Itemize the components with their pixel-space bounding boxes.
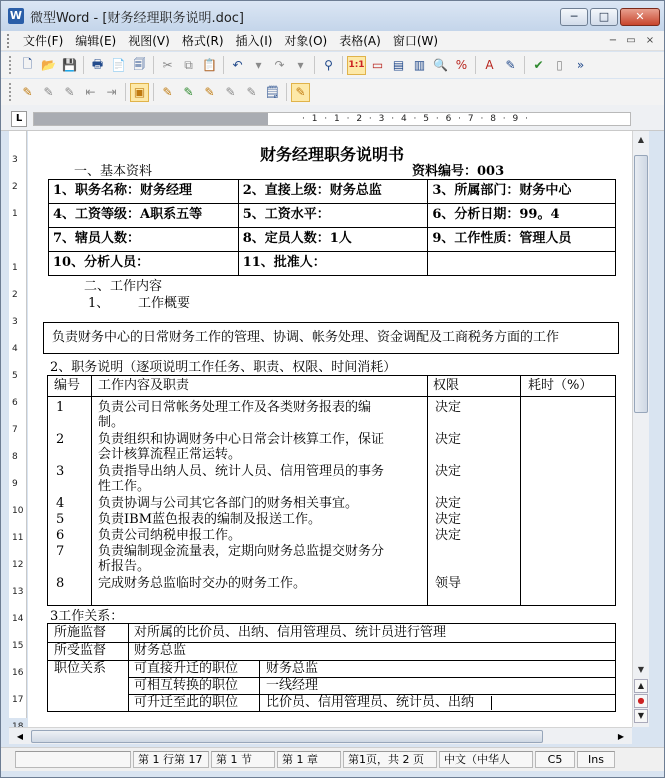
duty-number: 4 xyxy=(56,496,65,511)
relations-transfer-value: 一线经理 xyxy=(266,678,319,693)
zoom-percent-icon[interactable]: % xyxy=(455,58,468,72)
duty-number: 5 xyxy=(56,512,65,527)
duty-number: 8 xyxy=(56,576,65,591)
duty-authority: 决定 xyxy=(435,512,462,527)
status-column: C5 xyxy=(535,751,575,768)
relations-supervised-value: 财务总监 xyxy=(134,643,187,658)
doc-title: 财务经理职务说明书 xyxy=(260,145,405,164)
duty-description: 负责公司纳税申报工作。 xyxy=(98,528,242,543)
relations-position-label: 职位关系 xyxy=(54,661,107,676)
cut-icon[interactable]: ✂ xyxy=(162,58,173,72)
duties-table xyxy=(47,375,616,606)
status-language[interactable]: 中文（中华人 xyxy=(439,751,533,768)
duties-header-divider xyxy=(48,396,615,397)
status-blank xyxy=(15,751,131,768)
duties-col-divider xyxy=(91,376,92,605)
menu-format[interactable]: 格式(R) xyxy=(181,33,224,48)
standard-toolbar xyxy=(1,52,664,78)
browse-object-icon[interactable]: ● xyxy=(634,694,648,708)
vertical-ruler-number: 6 xyxy=(12,398,18,408)
previous-page-icon[interactable]: ▲ xyxy=(634,679,648,693)
pdf-export-icon[interactable]: 📄 xyxy=(111,58,126,72)
horizontal-ruler[interactable] xyxy=(1,105,664,131)
duties-col-divider xyxy=(427,376,428,605)
undo-dropdown-icon[interactable]: ▾ xyxy=(255,58,262,72)
next-page-icon[interactable]: ▼ xyxy=(634,709,648,723)
word-count-icon[interactable]: ▯ xyxy=(556,58,563,72)
new-document-icon[interactable]: 🗋 xyxy=(22,56,33,71)
basic-info-cell: 8、定员人数：1人 xyxy=(238,228,428,252)
doc-minimize-button[interactable]: − xyxy=(608,35,618,46)
toolbar-separator xyxy=(223,56,224,74)
print-preview-icon[interactable]: 🗐 xyxy=(133,56,146,71)
menu-object[interactable]: 对象(O) xyxy=(284,33,328,48)
save-icon[interactable]: 💾 xyxy=(62,58,77,72)
track-changes-icon[interactable]: ✎ xyxy=(22,85,33,99)
vertical-ruler[interactable] xyxy=(9,131,27,718)
toolbar-separator xyxy=(286,83,287,101)
relations-col-divider xyxy=(128,624,129,711)
status-section: 第 1 节 xyxy=(211,751,275,768)
open-folder-icon[interactable]: 📂 xyxy=(41,58,56,72)
toolbar-separator xyxy=(125,83,126,101)
vertical-ruler-number: 8 xyxy=(12,452,18,462)
toolbar-separator xyxy=(524,56,525,74)
paste-icon[interactable]: 📋 xyxy=(202,58,217,72)
duty-number: 2 xyxy=(56,432,65,447)
status-page: 第1页，共 2 页 xyxy=(343,751,437,768)
vertical-ruler-number: 3 xyxy=(12,317,18,327)
vertical-ruler-number: 4 xyxy=(12,344,18,354)
duty-description: 会计核算流程正常运转。 xyxy=(98,447,242,462)
duty-description: 负责组织和协调财务中心日常会计核算工作，保证 xyxy=(98,432,385,447)
vertical-ruler-number: 15 xyxy=(12,641,24,651)
status-insert-mode[interactable]: Ins xyxy=(577,751,615,768)
relations-promote-to-value: 财务总监 xyxy=(266,661,319,676)
vertical-ruler-number: 5 xyxy=(12,371,18,381)
vertical-ruler-number: 2 xyxy=(12,182,18,192)
duty-number: 1 xyxy=(56,400,65,415)
review-toolbar xyxy=(1,79,664,105)
previous-change-icon[interactable]: ⇤ xyxy=(85,85,96,99)
vertical-ruler-number: 12 xyxy=(12,560,24,570)
highlight-pen-icon[interactable]: ✎ xyxy=(204,85,215,99)
doc-restore-button[interactable]: ▭ xyxy=(626,35,636,46)
document-protect-icon[interactable]: ✎ xyxy=(291,83,310,102)
subsection-number: 1、 xyxy=(88,296,110,311)
status-bar xyxy=(1,747,664,771)
duty-authority: 领导 xyxy=(435,576,462,591)
vertical-ruler-number: 1 xyxy=(12,263,18,273)
duty-description: 负责编制现金流量表，定期向财务总监提交财务分 xyxy=(98,544,385,559)
toolbar-separator xyxy=(153,56,154,74)
maximize-button[interactable]: □ xyxy=(590,8,618,26)
basic-info-row xyxy=(49,204,616,228)
toolbar-more-icon[interactable]: » xyxy=(576,58,585,72)
duty-description: 负责IBM蓝色报表的编制及报送工作。 xyxy=(98,512,321,527)
relations-supervises-label: 所施监督 xyxy=(54,625,107,640)
scroll-down-arrow-icon[interactable]: ▼ xyxy=(637,665,645,674)
document-page[interactable] xyxy=(28,131,632,727)
relations-promote-from-value: 比价员、信用管理员、统计员、出纳 xyxy=(266,695,475,710)
doc-close-button[interactable]: × xyxy=(645,35,655,46)
vertical-scroll-thumb[interactable] xyxy=(634,155,648,413)
undo-icon[interactable]: ↶ xyxy=(232,58,243,72)
close-button[interactable]: ✕ xyxy=(620,8,660,26)
menu-file[interactable]: 文件(F) xyxy=(23,33,64,48)
scroll-right-arrow-icon[interactable]: ▶ xyxy=(617,732,625,741)
vertical-ruler-number: 2 xyxy=(12,290,18,300)
toolbar-separator xyxy=(83,56,84,74)
tab-stop-selector[interactable]: L xyxy=(11,111,27,127)
relations-supervises-value: 对所属的比价员、出纳、信用管理员、统计员进行管理 xyxy=(134,625,447,640)
document-body[interactable] xyxy=(28,131,632,727)
redo-icon[interactable]: ↷ xyxy=(274,58,285,72)
duty-number: 3 xyxy=(56,464,65,479)
one-to-one-view-icon[interactable]: 1:1 xyxy=(347,56,366,75)
toolbar-separator xyxy=(314,56,315,74)
toolbar-separator xyxy=(342,56,343,74)
vertical-ruler-number: 13 xyxy=(12,587,24,597)
relations-transfer-label: 可相互转换的职位 xyxy=(134,678,239,693)
basic-info-cell: 2、直接上级：财务总监 xyxy=(238,180,428,204)
vertical-ruler-number: 11 xyxy=(12,533,24,543)
zoom-icon[interactable]: 🔍 xyxy=(433,58,448,72)
toolbar-separator xyxy=(475,56,476,74)
duty-description: 完成财务总监临时交办的财务工作。 xyxy=(98,576,307,591)
duty-number: 7 xyxy=(56,544,65,559)
next-change-icon[interactable]: ⇥ xyxy=(106,85,117,99)
vertical-ruler-number: 1 xyxy=(12,209,18,219)
relations-promote-to-label: 可直接升迁的职位 xyxy=(134,661,239,676)
basic-info-table xyxy=(48,179,616,276)
doc-number: 资料编号：003 xyxy=(412,164,505,179)
vertical-ruler-number: 17 xyxy=(12,695,24,705)
menu-view[interactable]: 视图(V) xyxy=(128,33,170,48)
vertical-scrollbar[interactable] xyxy=(632,131,649,727)
format-painter-icon[interactable]: ✎ xyxy=(505,58,516,72)
summary-box xyxy=(43,322,619,354)
minimize-button[interactable]: ─ xyxy=(560,8,588,26)
duty-authority: 决定 xyxy=(435,432,462,447)
basic-info-row xyxy=(49,180,616,204)
basic-info-row xyxy=(49,252,616,276)
section-basic-info: 一、基本资料 xyxy=(74,164,153,179)
ruler-margin-left xyxy=(34,113,268,125)
show-markup-icon[interactable]: ▣ xyxy=(130,83,149,102)
redo-dropdown-icon[interactable]: ▾ xyxy=(297,58,304,72)
ruler-numbers: · 1 · 1 · 2 · 3 · 4 · 5 · 6 · 7 · 8 · 9 · xyxy=(302,114,530,124)
vertical-ruler-number: 7 xyxy=(12,425,18,435)
toolbar-grip[interactable] xyxy=(9,56,12,74)
vertical-ruler-number: 3 xyxy=(12,155,18,165)
relations-supervised-label: 所受监督 xyxy=(54,643,107,658)
duty-description: 析报告。 xyxy=(98,559,151,574)
subsection-summary-title: 工作概要 xyxy=(138,296,191,311)
basic-info-cell: 6、分析日期：99。4 xyxy=(428,204,616,228)
print-icon[interactable]: 🖶 xyxy=(91,56,104,71)
toolbar-separator xyxy=(153,83,154,101)
toolbar-grip[interactable] xyxy=(9,83,12,101)
vertical-ruler-number: 9 xyxy=(12,479,18,489)
vertical-ruler-number: 10 xyxy=(12,506,24,516)
duty-authority: 决定 xyxy=(435,496,462,511)
basic-info-cell: 10、分析人员： xyxy=(49,252,239,276)
full-page-view-icon[interactable]: ▤ xyxy=(392,58,405,72)
basic-info-cell: 7、辖员人数： xyxy=(49,228,239,252)
word-app-icon[interactable]: W xyxy=(9,9,23,22)
text-cursor xyxy=(491,696,492,710)
duties-header-content: 工作内容及职责 xyxy=(98,378,190,393)
menu-insert[interactable]: 插入(I) xyxy=(235,33,273,48)
duty-description: 负责指导出纳人员、统计人员、信用管理员的事务 xyxy=(98,464,385,479)
relations-col-divider xyxy=(259,660,260,711)
page-width-view-icon[interactable]: ▭ xyxy=(371,58,384,72)
section-work-content: 二、工作内容 xyxy=(84,279,163,294)
insert-comment-icon[interactable]: ✎ xyxy=(162,85,173,99)
copy-icon[interactable]: ⧉ xyxy=(184,57,193,72)
reviewing-pane-icon[interactable]: ✎ xyxy=(246,85,257,99)
basic-info-cell: 4、工资等级：A职系五等 xyxy=(49,204,239,228)
duty-authority: 决定 xyxy=(435,528,462,543)
accept-all-icon[interactable]: ✎ xyxy=(183,85,194,99)
menu-edit[interactable]: 编辑(E) xyxy=(75,33,117,48)
reject-change-icon[interactable]: ✎ xyxy=(64,85,75,99)
basic-info-cell: 1、职务名称：财务经理 xyxy=(49,180,239,204)
horizontal-scrollbar[interactable] xyxy=(9,727,632,744)
subsection-duties-title: 2、职务说明（逐项说明工作任务、职责、权限、时间消耗） xyxy=(50,360,397,375)
basic-info-cell xyxy=(428,252,616,276)
title-bar[interactable] xyxy=(1,1,664,31)
window-title: 微型Word - [财务经理职务说明.doc] xyxy=(30,10,244,26)
status-chapter: 第 1 章 xyxy=(277,751,341,768)
accept-change-icon[interactable]: ✎ xyxy=(43,85,54,99)
duty-authority: 决定 xyxy=(435,464,462,479)
duty-number: 6 xyxy=(56,528,65,543)
basic-info-row xyxy=(49,228,616,252)
duty-description: 性工作。 xyxy=(98,479,151,494)
scroll-up-arrow-icon[interactable]: ▲ xyxy=(637,135,645,144)
basic-info-cell: 5、工资水平： xyxy=(238,204,428,228)
menu-grip[interactable] xyxy=(7,34,11,48)
duties-header-authority: 权限 xyxy=(433,378,460,393)
edit-note-icon[interactable]: 🗒 xyxy=(264,85,281,99)
find-binoculars-icon[interactable]: ⚲ xyxy=(324,58,333,72)
spell-check-icon[interactable]: ✔ xyxy=(533,58,544,72)
basic-info-cell: 9、工作性质：管理人员 xyxy=(428,228,616,252)
duties-col-divider xyxy=(520,376,521,605)
menu-table[interactable]: 表格(A) xyxy=(339,33,381,48)
relations-promote-from-label: 可升迁至此的职位 xyxy=(134,695,239,710)
duties-header-time: 耗时（%） xyxy=(528,378,593,393)
horizontal-scroll-thumb[interactable] xyxy=(31,730,543,743)
summary-text: 负责财务中心的日常财务工作的管理、协调、帐务处理、资金调配及工商税务方面的工作 xyxy=(52,330,560,345)
ruler-scale[interactable] xyxy=(33,112,631,126)
subsection-relations-title: 3工作关系： xyxy=(50,609,124,624)
menu-window[interactable]: 窗口(W) xyxy=(392,33,439,48)
status-line: 第 1 行第 17 xyxy=(133,751,209,768)
menu-bar xyxy=(1,31,664,51)
vertical-ruler-number: 14 xyxy=(12,614,24,624)
duty-description: 负责公司日常帐务处理工作及各类财务报表的编 xyxy=(98,400,372,415)
relations-table xyxy=(47,623,616,712)
basic-info-cell: 11、批准人： xyxy=(238,252,428,276)
basic-info-cell: 3、所属部门：财务中心 xyxy=(428,180,616,204)
duties-header-no: 编号 xyxy=(54,378,81,393)
duty-description: 负责协调与公司其它各部门的财务相关事宜。 xyxy=(98,496,359,511)
scroll-left-arrow-icon[interactable]: ◀ xyxy=(16,732,24,741)
two-page-view-icon[interactable]: ▥ xyxy=(413,58,426,72)
vertical-ruler-number: 16 xyxy=(12,668,24,678)
duty-description: 制。 xyxy=(98,415,125,430)
delete-comment-icon[interactable]: ✎ xyxy=(225,85,236,99)
font-color-icon[interactable]: A xyxy=(485,58,494,72)
duty-authority: 决定 xyxy=(435,400,462,415)
